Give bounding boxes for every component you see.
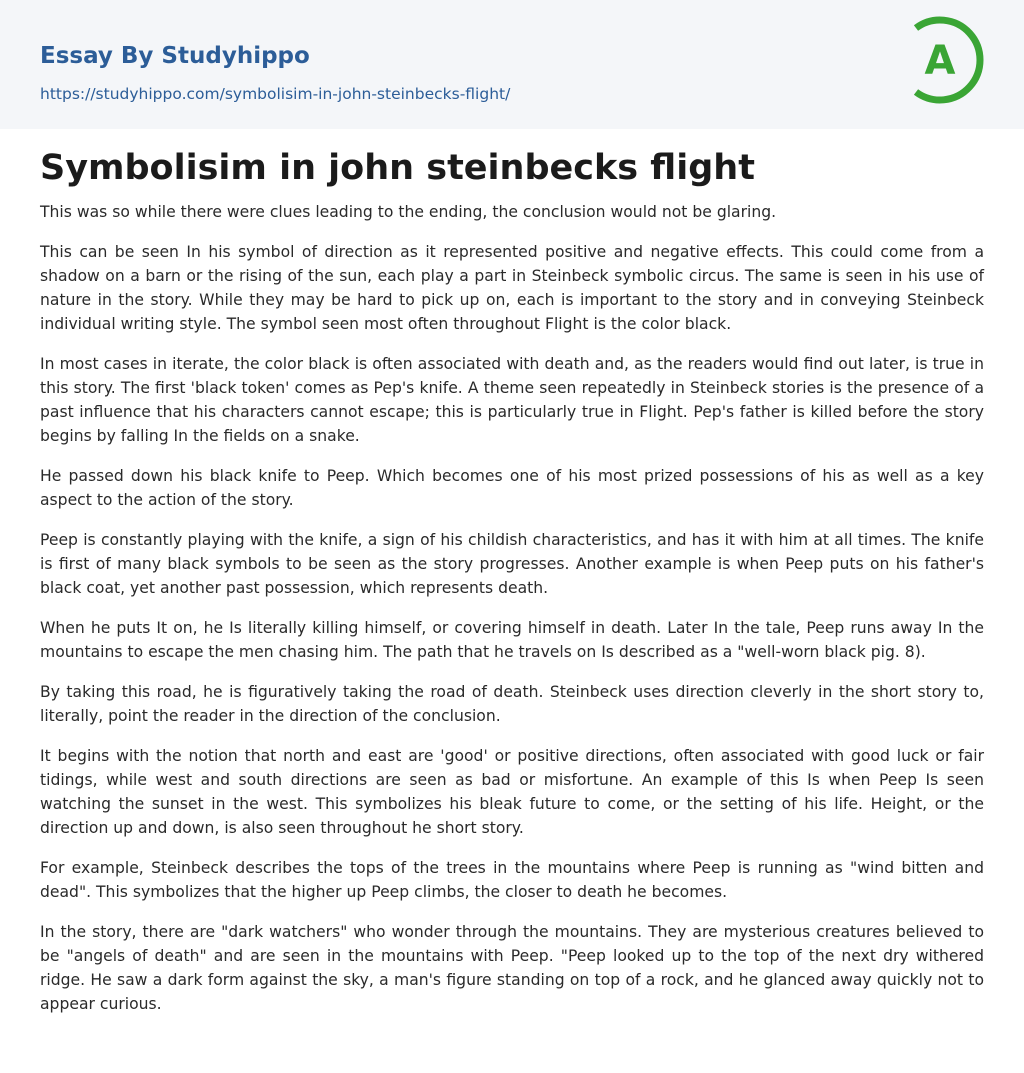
paragraph: In the story, there are "dark watchers" who wonder through the mountains. They are mysterious creatures believed to be "angels of death" and are seen in the mountains with Peep. "Peep looked up to the top of the next dry withered ridge. He saw a dark form against the sky, a man's figure standing on top of a rock, and he glanced away quickly not to appear curious.	[40, 923, 984, 1013]
essay-body	[40, 200, 984, 1032]
paragraph: It begins with the notion that north and east are 'good' or positive directions, often associated with good luck or fair tidings, while west and south directions are seen as bad or misfortune. An example of this Is when Peep Is seen watching the sunset in the west. This symbolizes his bleak future to come, or the setting of his life. Height, or the direction up and down, is also seen throughout he short story.	[40, 747, 984, 837]
paragraph: Peep is constantly playing with the knife, a sign of his childish characteristics, and has it with him at all times. The knife is first of many black symbols to be seen as the story progresses. Another example is when Peep puts on his father's black coat, yet another past possession, which represents death.	[40, 531, 984, 597]
paragraph: By taking this road, he is figuratively taking the road of death. Steinbeck uses direction cleverly in the short story to, literally, point the reader in the direction of the conclusion.	[40, 683, 984, 725]
paragraph: For example, Steinbeck describes the tops of the trees in the mountains where Peep is running as "wind bitten and dead". This symbolizes that the higher up Peep climbs, the closer to death he becomes.	[40, 859, 984, 901]
source-url-link[interactable]: https://studyhippo.com/symbolisim-in-john-steinbecks-flight/	[40, 85, 511, 103]
paragraph: When he puts It on, he Is literally killing himself, or covering himself in death. Later In the tale, Peep runs away In the mountains to escape the men chasing him. The path that he travels on Is described as a "well-worn black pig. 8).	[40, 619, 984, 661]
page-title: Symbolisim in john steinbecks flight	[40, 148, 755, 188]
studyhippo-logo-icon[interactable]	[908, 16, 990, 108]
brand-name: Essay By Studyhippo	[40, 43, 310, 69]
paragraph: This can be seen In his symbol of direction as it represented positive and negative effects. This could come from a shadow on a barn or the rising of the sun, each play a part in Steinbeck symbolic circus. The same is seen in his use of nature in the story. While they may be hard to pick up on, each is important to the story and in conveying Steinbeck individual writing style. The symbol seen most often throughout Flight is the color black.	[40, 243, 984, 333]
logo-letter: A	[924, 38, 956, 84]
paragraph: In most cases in iterate, the color black is often associated with death and, as the readers would find out later, is true in this story. The first 'black token' comes as Pep's knife. A theme seen repeatedly in Steinbeck stories is the presence of a past influence that his characters cannot escape; this is particularly true in Flight. Pep's father is killed before the story begins by falling In the fields on a snake.	[40, 355, 984, 445]
paragraph: He passed down his black knife to Peep. Which becomes one of his most prized possessions of his as well as a key aspect to the action of the story.	[40, 467, 984, 509]
paragraph: This was so while there were clues leading to the ending, the conclusion would not be glaring.	[40, 203, 777, 221]
